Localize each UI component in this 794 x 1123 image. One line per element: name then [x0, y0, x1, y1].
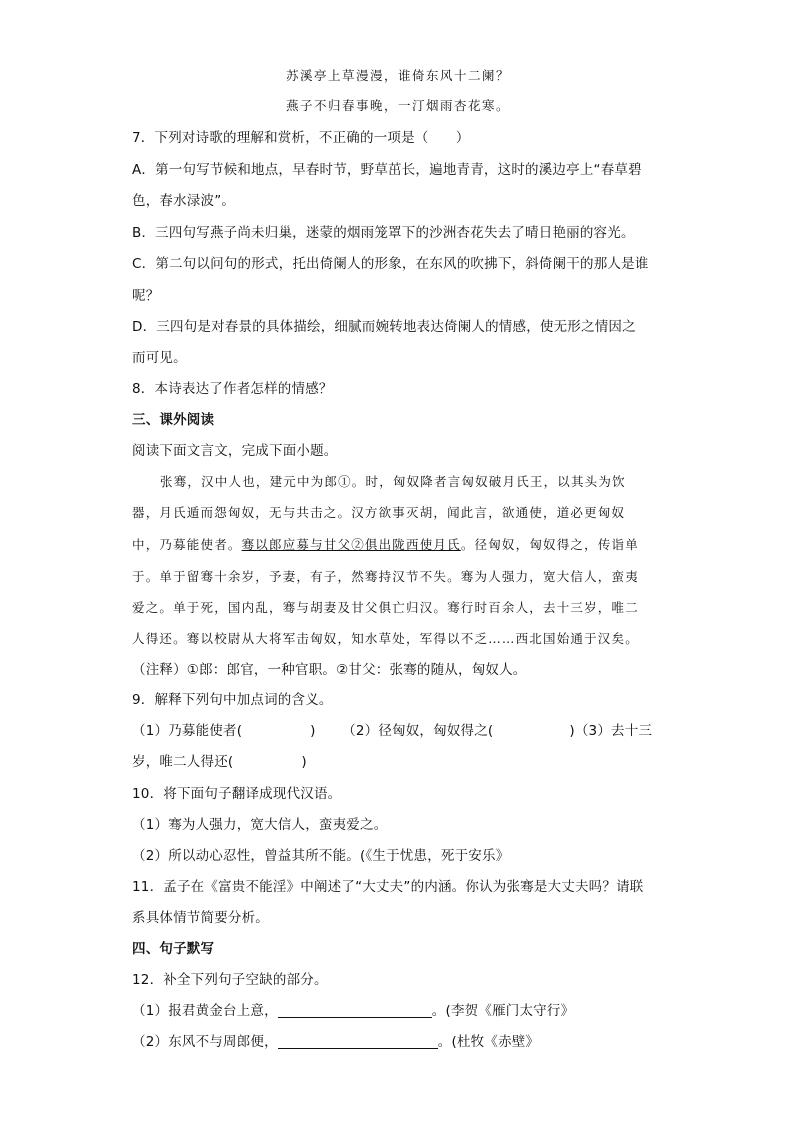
- q12-item-2-source: 。(杜牧《赤壁》: [437, 1034, 540, 1050]
- passage-line-5: 爱之。单于死，国内乱，骞与胡妻及甘父俱亡归汉。骞行时百余人，去十三岁，唯二: [132, 600, 639, 615]
- q9-item-3-close: ): [301, 754, 307, 770]
- q11-stem-cont: 系具体情节简要分析。: [132, 910, 269, 926]
- q12-item-2: [132, 1032, 539, 1052]
- q7-stem: 7．下列对诗歌的理解和赏析，不正确的一项是（ ）: [132, 130, 470, 146]
- passage-line-1: 张骞，汉中人也，建元中为郎①。时，匈奴降者言匈奴破月氏王，以其头为饮: [160, 474, 626, 489]
- q10-stem: 10．将下面句子翻译成现代汉语。: [132, 786, 342, 802]
- q10-sentence-2: （2）所以动心忍性，曾益其所不能。(《生于忧患，死于安乐》: [132, 848, 510, 864]
- q9-item-3: （3）去十三: [574, 723, 653, 739]
- passage-line-2: 器，月氏遁而怨匈奴，无与共击之。汉方欲事灭胡，闻此言，欲通使，道必更匈奴: [132, 505, 626, 520]
- q9-item-1-close: ): [310, 723, 316, 739]
- poem-line-2: 燕子不归春事晚，一汀烟雨杏花寒。: [286, 98, 511, 113]
- q10-sentence-1: （1）骞为人强力，宽大信人，蛮夷爱之。: [132, 817, 388, 833]
- passage-line-3: [132, 535, 639, 555]
- q12-item-1: [132, 1001, 574, 1021]
- q12-item-1-text: （1）报君黄金台上意，: [132, 1003, 278, 1019]
- q12-blank-1[interactable]: [278, 1003, 432, 1018]
- q9-item-3-text: 岁，唯二人得还(: [132, 754, 234, 770]
- q12-blank-2[interactable]: [278, 1034, 438, 1049]
- passage-line-3-pre: 中，乃募能使者。: [132, 537, 242, 552]
- section-4-heading: 四、句子默写: [132, 941, 215, 957]
- q9-stem: 9．解释下列句中加点词的含义。: [132, 692, 333, 708]
- q12-item-1-source: 。(李贺《雁门太守行》: [431, 1003, 575, 1019]
- reading-intro: 阅读下面文言文，完成下面小题。: [132, 443, 338, 459]
- poem-line-1: 苏溪亭上草漫漫，谁倚东风十二阑？: [286, 68, 511, 83]
- q9-item-2: （2）径匈奴，匈奴得之(: [342, 723, 494, 739]
- q9-items: [132, 721, 652, 741]
- q7-option-c-cont: 呢？: [132, 288, 160, 304]
- q7-option-c: C．第二句以问句的形式，托出倚阑人的形象，在东风的吹拂下，斜倚阑干的那人是谁: [132, 256, 649, 272]
- q7-option-d-cont: 而可见。: [132, 350, 187, 366]
- passage-line-3-post: 。径匈奴，匈奴得之，传诣单: [460, 537, 639, 552]
- passage-line-6: 人得还。骞以校尉从大将军击匈奴，知水草处，军得以不乏……西北国始通于汉矣。: [132, 631, 639, 646]
- q7-option-a: A．第一句写节候和地点，早春时节，野草茁长，遍地青青，这时的溪边亭上“春草碧: [132, 162, 642, 178]
- q9-item-2-close: ): [569, 723, 575, 739]
- q11-stem: 11．孟子在《富贵不能淫》中阐述了“大丈夫”的内涵。你认为张骞是大丈夫吗？请联: [132, 879, 644, 895]
- q12-stem: 12．补全下列句子空缺的部分。: [132, 972, 328, 988]
- q9-item-1: （1）乃募能使者(: [132, 723, 243, 739]
- q7-option-a-cont: 色，春水渌波”。: [132, 193, 236, 209]
- section-3-heading: 三、课外阅读: [132, 412, 215, 428]
- underlined-sentence: 骞以郎应募与甘父②俱出陇西使月氏: [241, 537, 461, 552]
- passage-line-4: 于。单于留骞十余岁，予妻，有子，然骞持汉节不失。骞为人强力，宽大信人，蛮夷: [132, 569, 639, 584]
- q8-stem: 8．本诗表达了作者怎样的情感？: [132, 381, 333, 397]
- q7-option-b: B．三四句写燕子尚未归巢，迷蒙的烟雨笼罩下的沙洲杏花失去了晴日艳丽的容光。: [132, 225, 635, 241]
- q9-item-3-cont: [132, 752, 307, 772]
- q7-option-d: D．三四句是对春景的具体描绘，细腻而婉转地表达倚阑人的情感，使无形之情因之: [132, 319, 636, 335]
- passage-notes: （注释）①郎：郎官，一种官职。②甘父：张骞的随从，匈奴人。: [132, 662, 527, 678]
- q12-item-2-text: （2）东风不与周郎便，: [132, 1034, 278, 1050]
